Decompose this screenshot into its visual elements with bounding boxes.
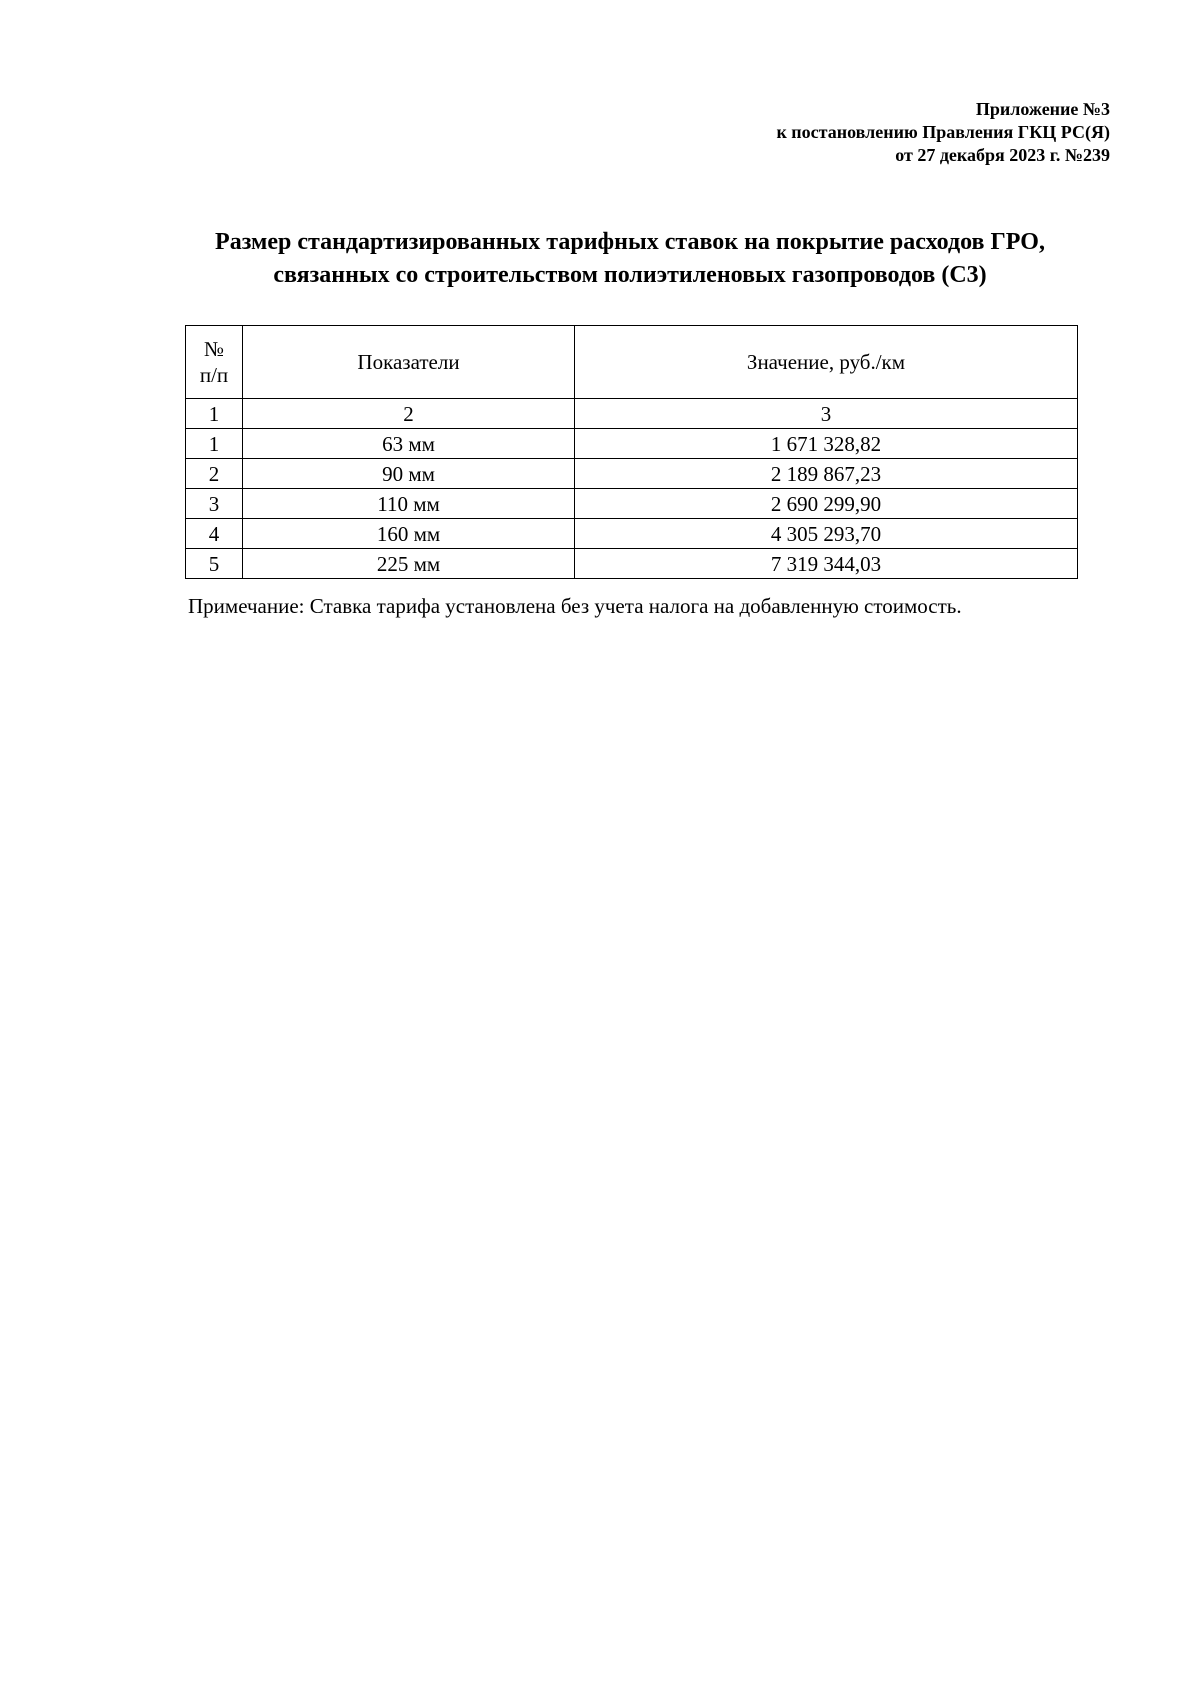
column-number-1: 1 — [186, 399, 243, 429]
row-value: 2 690 299,90 — [575, 489, 1078, 519]
row-value: 4 305 293,70 — [575, 519, 1078, 549]
header-num-sign: № — [203, 337, 225, 361]
column-number-row — [186, 399, 1078, 429]
row-value: 7 319 344,03 — [575, 549, 1078, 579]
appendix-number: Приложение №3 — [975, 99, 1110, 119]
column-number-2: 2 — [243, 399, 575, 429]
appendix-date: от 27 декабря 2023 г. №239 — [895, 145, 1110, 165]
table-row — [186, 429, 1078, 459]
row-value: 2 189 867,23 — [575, 459, 1078, 489]
row-indicator: 63 мм — [243, 429, 575, 459]
column-number-3: 3 — [575, 399, 1078, 429]
table-row — [186, 549, 1078, 579]
header-value: Значение, руб./км — [575, 326, 1078, 399]
row-indicator: 160 мм — [243, 519, 575, 549]
title-line-2: связанных со строительством полиэтиленовых газопроводов (С3) — [273, 262, 987, 288]
row-num: 3 — [186, 489, 243, 519]
tariff-note: Примечание: Ставка тарифа установлена без учета налога на добавленную стоимость. — [188, 594, 962, 618]
title-line-1: Размер стандартизированных тарифных ставок на покрытие расходов ГРО, — [215, 229, 1045, 255]
table-row — [186, 489, 1078, 519]
appendix-header — [510, 98, 1110, 167]
tariff-table — [185, 325, 1078, 579]
row-indicator: 90 мм — [243, 459, 575, 489]
row-indicator: 110 мм — [243, 489, 575, 519]
table-header-row — [186, 326, 1078, 399]
row-num: 1 — [186, 429, 243, 459]
row-value: 1 671 328,82 — [575, 429, 1078, 459]
table-row — [186, 519, 1078, 549]
document-title — [160, 226, 1100, 292]
row-num: 5 — [186, 549, 243, 579]
header-num — [186, 326, 243, 399]
header-indicator: Показатели — [243, 326, 575, 399]
appendix-resolution-ref: к постановлению Правления ГКЦ РС(Я) — [776, 122, 1110, 142]
row-num: 2 — [186, 459, 243, 489]
row-indicator: 225 мм — [243, 549, 575, 579]
row-num: 4 — [186, 519, 243, 549]
header-num-label: п/п — [199, 363, 229, 387]
table-row — [186, 459, 1078, 489]
